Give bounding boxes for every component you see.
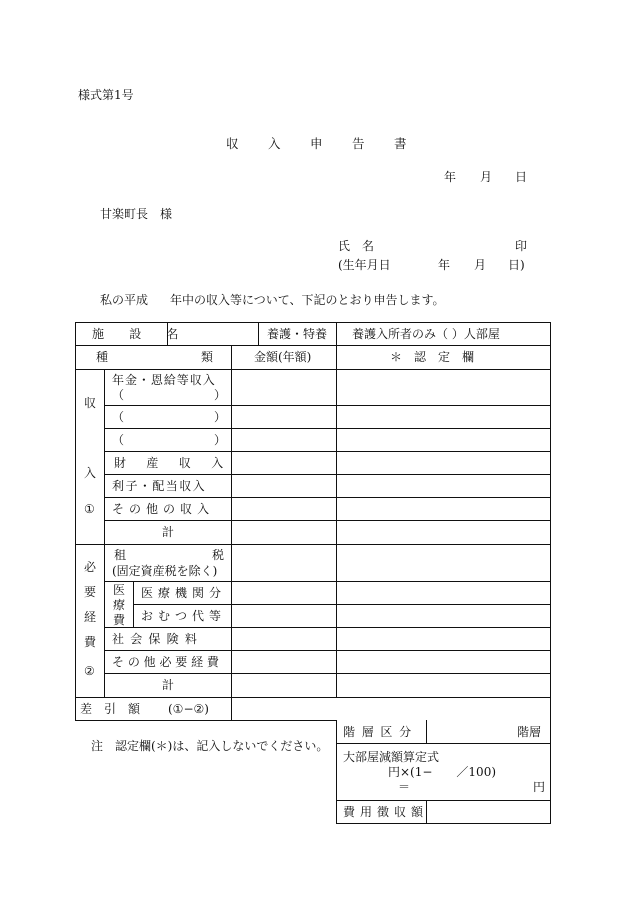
- medical-group-char: 費: [113, 613, 126, 627]
- title-char: 入: [268, 136, 281, 151]
- fee-label: 費 用 徴 収 額: [343, 805, 424, 819]
- date-month-label: 月: [480, 170, 493, 184]
- expense-group-char: 必: [84, 560, 97, 574]
- property-income: 財 産 収 入: [114, 456, 228, 470]
- table-divider: [104, 581, 551, 582]
- paren-open: （: [112, 433, 125, 447]
- table-divider: [104, 369, 105, 698]
- date-year-label: 年: [444, 170, 457, 184]
- form-number: 様式第1号: [78, 88, 134, 102]
- income-group-char: 収: [84, 396, 97, 410]
- table-divider: [104, 474, 551, 475]
- title-char: 申: [310, 136, 323, 151]
- expense-subtotal: 計: [162, 678, 175, 692]
- column-approval: ＊ 認 定 欄: [390, 350, 475, 364]
- paren-open: （: [112, 388, 125, 402]
- birth-day-label: 日): [508, 258, 525, 272]
- expense-group-char: 費: [84, 635, 97, 649]
- birth-month-label: 月: [474, 258, 487, 272]
- table-border: [550, 322, 551, 721]
- balance-label: 差 引 額: [80, 702, 141, 716]
- table-divider: [104, 650, 551, 651]
- declaration-prefix: 私の平成: [100, 293, 149, 307]
- table-divider: [258, 322, 259, 345]
- table-divider: [104, 627, 551, 628]
- title-char: 収: [226, 136, 239, 151]
- pension-income: 年金・恩給等収入: [112, 373, 216, 387]
- paren-open: （: [112, 410, 125, 424]
- name-label: 氏 名: [338, 239, 375, 253]
- box-border: [336, 720, 337, 824]
- table-divider: [133, 604, 551, 605]
- tax-note: (固定資産税を除く): [112, 564, 218, 578]
- other-expenses: そ の 他 必 要 経 費: [112, 655, 219, 669]
- table-divider: [336, 322, 337, 345]
- care-type: 養護・特養: [267, 327, 328, 341]
- income-group-char: ①: [84, 502, 95, 516]
- equals-sign: ＝: [398, 780, 411, 794]
- column-kind: 種: [96, 350, 109, 364]
- date-day-label: 日: [515, 170, 528, 184]
- declaration-suffix: 年中の収入等について、下記のとおり申告します。: [170, 293, 445, 307]
- paren-close: ）: [214, 388, 227, 402]
- box-border: [550, 720, 551, 824]
- paren-close: ）: [214, 410, 227, 424]
- interest-income: 利子・配当収入: [112, 479, 207, 493]
- table-border: [75, 720, 337, 721]
- reduction-formula: 円×(1− ／100): [388, 765, 497, 779]
- table-divider: [104, 673, 551, 674]
- seal-mark: 印: [515, 239, 528, 253]
- table-divider: [75, 697, 551, 698]
- medical-institution: 医 療 機 関 分: [141, 586, 222, 600]
- table-divider: [231, 345, 232, 721]
- table-divider: [75, 544, 551, 545]
- birth-label: (生年月日: [338, 258, 391, 272]
- note: 注 認定欄(＊)は、記入しないでください。: [91, 739, 329, 753]
- title-char: 告: [352, 136, 365, 151]
- other-income: そ の 他 の 収 入: [112, 502, 210, 516]
- box-border: [336, 823, 551, 824]
- table-divider: [104, 405, 551, 406]
- table-divider: [336, 345, 337, 698]
- table-divider: [75, 345, 551, 346]
- box-border: [336, 743, 551, 744]
- box-divider: [426, 800, 427, 824]
- box-border: [336, 800, 551, 801]
- column-amount: 金額(年額): [254, 350, 312, 364]
- medical-group-char: 療: [113, 598, 126, 612]
- title-char: 書: [394, 136, 407, 151]
- tax-label-right: 税: [212, 548, 225, 562]
- table-border: [75, 322, 551, 323]
- box-divider: [426, 720, 427, 744]
- social-insurance: 社 会 保 険 料: [112, 632, 199, 646]
- expense-group-char: 経: [84, 610, 97, 624]
- paren-close: ）: [214, 433, 227, 447]
- tier-label: 階 層 区 分: [343, 725, 413, 739]
- facility-label: 施 設 名: [92, 327, 186, 341]
- diapers: お む つ 代 等: [141, 609, 222, 623]
- expense-group-char: ②: [84, 664, 95, 678]
- balance-formula: (①−②): [168, 702, 209, 716]
- room-type: 養護入所者のみ（ ）人部屋: [352, 327, 500, 341]
- tax-label-left: 租: [114, 548, 127, 562]
- table-divider: [104, 520, 551, 521]
- addressee: 甘楽町長 様: [100, 207, 173, 221]
- medical-group-char: 医: [113, 583, 126, 597]
- table-divider: [104, 451, 551, 452]
- birth-year-label: 年: [438, 258, 451, 272]
- table-border: [75, 322, 76, 721]
- yen-unit: 円: [533, 780, 546, 794]
- column-kind: 類: [201, 350, 214, 364]
- income-subtotal: 計: [162, 525, 175, 539]
- table-divider: [133, 581, 134, 628]
- table-divider: [104, 428, 551, 429]
- income-group-char: 入: [84, 466, 97, 480]
- expense-group-char: 要: [84, 585, 97, 599]
- tier-unit: 階層: [517, 725, 542, 739]
- table-divider: [75, 369, 551, 370]
- table-divider: [104, 497, 551, 498]
- reduction-title: 大部屋減額算定式: [343, 750, 440, 764]
